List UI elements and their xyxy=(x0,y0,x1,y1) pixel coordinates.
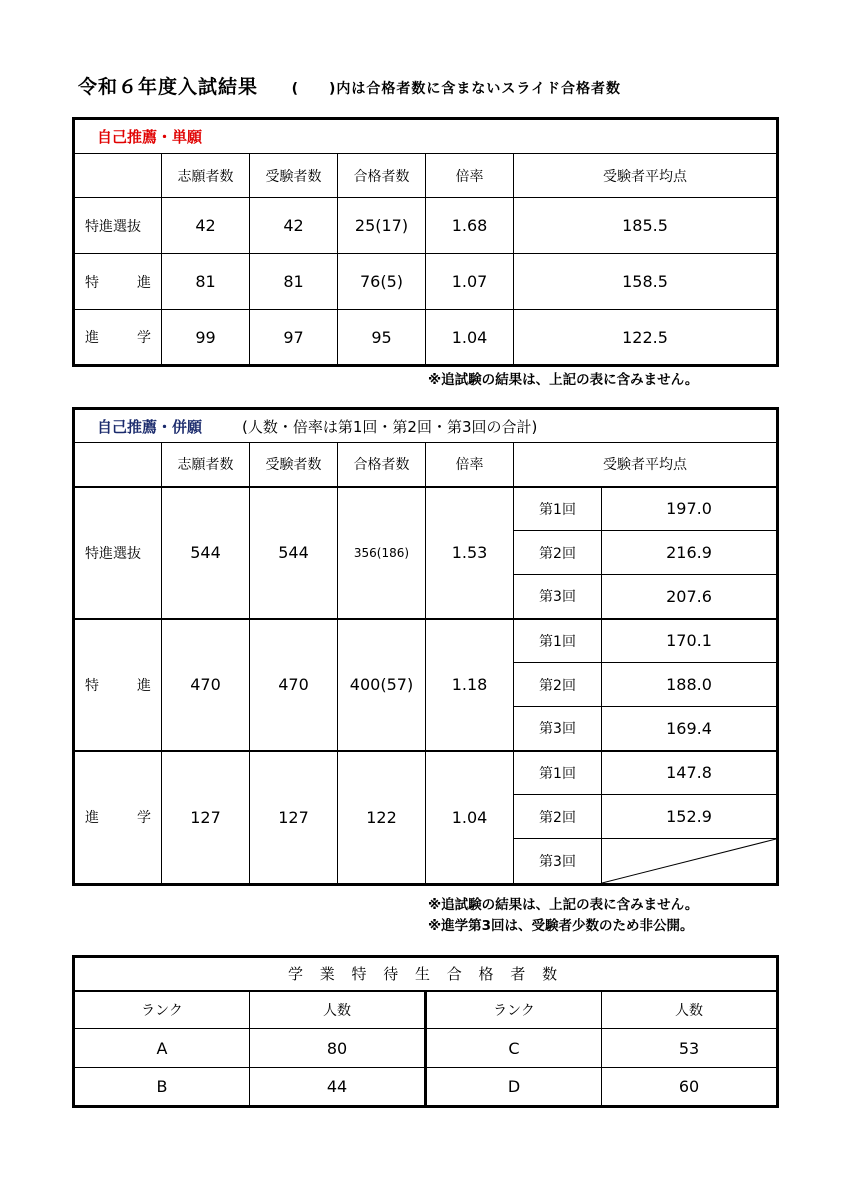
round-label: 第2回 xyxy=(514,531,602,575)
examinees-cell: 544 xyxy=(250,487,338,619)
table2-title-cell xyxy=(74,409,778,443)
group-label: 進 学 xyxy=(74,751,162,885)
table1-header-average: 受験者平均点 xyxy=(514,154,778,198)
group-label: 特進選抜 xyxy=(74,487,162,619)
passed-cell: 356(186) xyxy=(338,487,426,619)
table3-header-rank: ランク xyxy=(426,991,602,1029)
table1-header-passed: 合格者数 xyxy=(338,154,426,198)
group-label: 特 進 xyxy=(74,619,162,751)
diagonal-slash xyxy=(602,839,776,883)
ratio-cell: 1.04 xyxy=(426,751,514,885)
average-cell: 158.5 xyxy=(514,254,778,310)
passed-cell: 122 xyxy=(338,751,426,885)
table-row xyxy=(74,254,778,310)
count-cell: 80 xyxy=(250,1029,426,1068)
row-label: 特 進 xyxy=(74,254,162,310)
row-label: 進 学 xyxy=(74,310,162,366)
row-label: 特進選抜 xyxy=(74,198,162,254)
rank-cell: B xyxy=(74,1068,250,1107)
applicants-cell: 42 xyxy=(162,198,250,254)
average-cell: 169.4 xyxy=(602,707,778,751)
passed-cell: 95 xyxy=(338,310,426,366)
passed-cell: 76(5) xyxy=(338,254,426,310)
round-label: 第1回 xyxy=(514,619,602,663)
table-row xyxy=(74,619,778,663)
table1-header-applicants: 志願者数 xyxy=(162,154,250,198)
ratio-cell: 1.18 xyxy=(426,619,514,751)
average-cell: 122.5 xyxy=(514,310,778,366)
round-label: 第1回 xyxy=(514,751,602,795)
count-cell: 53 xyxy=(602,1029,778,1068)
applicants-cell: 544 xyxy=(162,487,250,619)
table-row xyxy=(74,1029,778,1068)
examinees-cell: 127 xyxy=(250,751,338,885)
rank-cell: D xyxy=(426,1068,602,1107)
round-label: 第3回 xyxy=(514,575,602,619)
table3-header-count: 人数 xyxy=(250,991,426,1029)
table2-title-note: (人数・倍率は第1回・第2回・第3回の合計) xyxy=(242,417,538,436)
passed-cell: 400(57) xyxy=(338,619,426,751)
examinees-cell: 42 xyxy=(250,198,338,254)
average-cell-undisclosed xyxy=(602,839,778,885)
applicants-cell: 81 xyxy=(162,254,250,310)
table1-note: ※追試験の結果は、上記の表に含みません。 xyxy=(428,372,699,388)
round-label: 第3回 xyxy=(514,839,602,885)
average-cell: 197.0 xyxy=(602,487,778,531)
table2-title: 自己推薦・併願 xyxy=(97,417,203,436)
average-cell: 170.1 xyxy=(602,619,778,663)
table1-header-empty xyxy=(74,154,162,198)
table-row xyxy=(74,310,778,366)
table2-header-empty xyxy=(74,443,162,487)
average-cell: 216.9 xyxy=(602,531,778,575)
average-cell: 188.0 xyxy=(602,663,778,707)
table-combined-application xyxy=(72,407,779,886)
average-cell: 152.9 xyxy=(602,795,778,839)
page-title-note: ( )内は合格者数に含まないスライド合格者数 xyxy=(291,81,622,97)
table3-title: 学 業 特 待 生 合 格 者 数 xyxy=(74,957,778,991)
round-label: 第1回 xyxy=(514,487,602,531)
table3-header-count: 人数 xyxy=(602,991,778,1029)
table-scholarship xyxy=(72,955,779,1108)
round-label: 第2回 xyxy=(514,663,602,707)
table1-header-examinees: 受験者数 xyxy=(250,154,338,198)
examinees-cell: 470 xyxy=(250,619,338,751)
table3-header-rank: ランク xyxy=(74,991,250,1029)
passed-cell: 25(17) xyxy=(338,198,426,254)
ratio-cell: 1.53 xyxy=(426,487,514,619)
page-title-text: 令和６年度入試結果 xyxy=(78,76,259,98)
table2-note-2: ※進学第3回は、受験者少数のため非公開。 xyxy=(428,918,694,934)
table2-header-examinees: 受験者数 xyxy=(250,443,338,487)
ratio-cell: 1.68 xyxy=(426,198,514,254)
table2-header-passed: 合格者数 xyxy=(338,443,426,487)
ratio-cell: 1.07 xyxy=(426,254,514,310)
examinees-cell: 97 xyxy=(250,310,338,366)
table-row xyxy=(74,487,778,531)
count-cell: 44 xyxy=(250,1068,426,1107)
round-label: 第2回 xyxy=(514,795,602,839)
table-single-application xyxy=(72,117,779,367)
round-label: 第3回 xyxy=(514,707,602,751)
average-cell: 147.8 xyxy=(602,751,778,795)
table2-header-average: 受験者平均点 xyxy=(514,443,778,487)
average-cell: 207.6 xyxy=(602,575,778,619)
count-cell: 60 xyxy=(602,1068,778,1107)
examinees-cell: 81 xyxy=(250,254,338,310)
table1-header-ratio: 倍率 xyxy=(426,154,514,198)
table2-note-1: ※追試験の結果は、上記の表に含みません。 xyxy=(428,897,699,913)
rank-cell: A xyxy=(74,1029,250,1068)
applicants-cell: 470 xyxy=(162,619,250,751)
applicants-cell: 99 xyxy=(162,310,250,366)
table1-title: 自己推薦・単願 xyxy=(74,119,778,154)
table2-header-ratio: 倍率 xyxy=(426,443,514,487)
applicants-cell: 127 xyxy=(162,751,250,885)
rank-cell: C xyxy=(426,1029,602,1068)
page-title xyxy=(78,72,621,99)
average-cell: 185.5 xyxy=(514,198,778,254)
table-row xyxy=(74,1068,778,1107)
table-row xyxy=(74,198,778,254)
table-row xyxy=(74,751,778,795)
table2-header-applicants: 志願者数 xyxy=(162,443,250,487)
ratio-cell: 1.04 xyxy=(426,310,514,366)
